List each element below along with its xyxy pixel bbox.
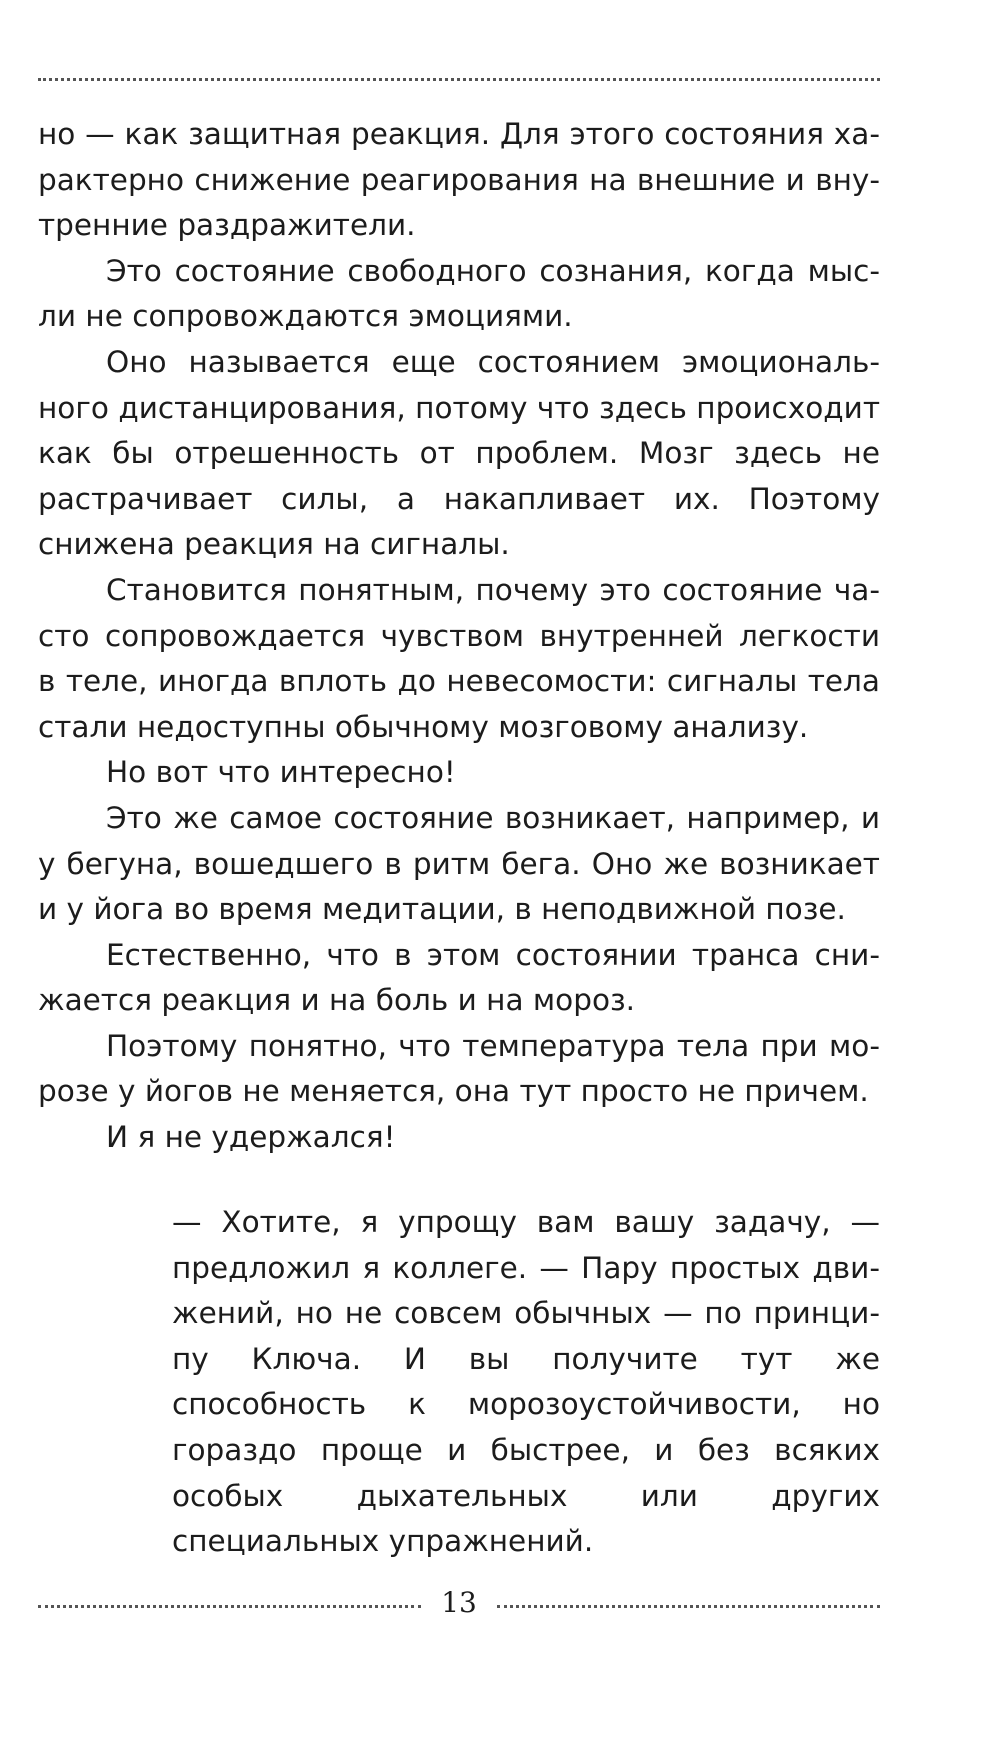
paragraph: Но вот что интересно!: [106, 755, 456, 790]
page-number: 13: [441, 1585, 477, 1619]
page-footer: [38, 1582, 880, 1622]
dialogue-block: [172, 1200, 880, 1565]
main-text: [38, 112, 880, 1161]
footer-dotted-rule-right: [497, 1605, 880, 1608]
paragraph: Оно называется еще состоянием эмоционального дистанцирования, потому что здесь происходит как бы отрешенность от проблем. Мозг здесь не растрачивает силы, а накапливает их. Поэтому снижена реакция на сигналы.: [38, 344, 880, 562]
dialogue-text: — Хотите, я упрощу вам вашу задачу, — предложил я коллеге. — Пару простых движений, но не совсем обычных — по принципу Ключа. И вы получите тут же способность к морозоустойчивости, но гораздо проще и быстрее, и без всяких особых дыхательных или других специальных упражнений.: [172, 1205, 880, 1559]
paragraph: И я не удержался!: [106, 1120, 396, 1155]
paragraph: Становится понятным, почему это состояние часто сопровождается чувством внутренней легкости в теле, иногда вплоть до невесомости: сигналы тела стали недоступны обычному мозговому анализу.: [38, 572, 880, 744]
paragraph: Естественно, что в этом состоянии транса снижается реакция и на боль и на мороз.: [38, 937, 880, 1018]
paragraph: но — как защитная реакция. Для этого состояния характерно снижение реагирования на внешние и внутренние раздражители.: [38, 117, 880, 243]
footer-dotted-rule-left: [38, 1605, 421, 1608]
paragraph: Поэтому понятно, что температура тела при морозе у йогов не меняется, она тут просто не причем.: [38, 1028, 880, 1109]
paragraph: Это же самое состояние возникает, например, и у бегуна, вошедшего в ритм бега. Оно же возникает и у йога во время медитации, в неподвижной позе.: [38, 800, 880, 927]
top-dotted-rule: [38, 78, 880, 81]
paragraph: Это состояние свободного сознания, когда мысли не сопровождаются эмоциями.: [38, 253, 880, 334]
